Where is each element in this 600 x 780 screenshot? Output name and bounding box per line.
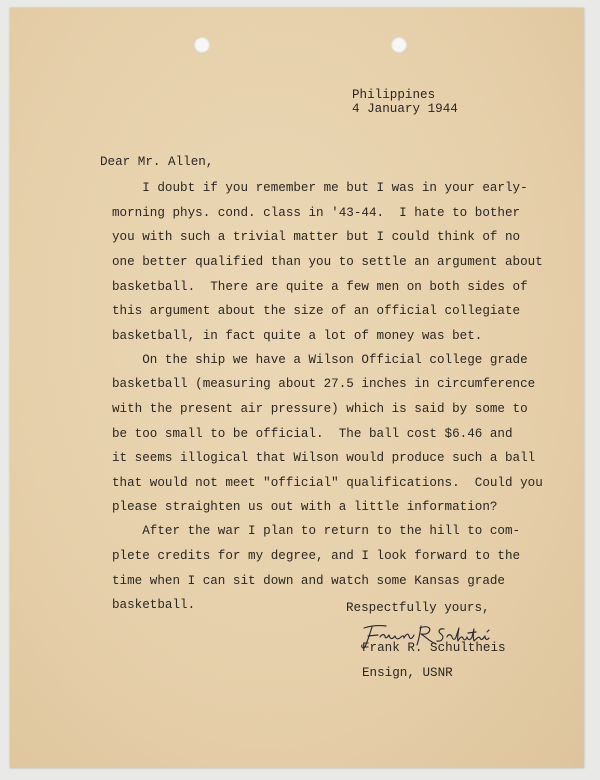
body-line: time when I can sit down and watch some Kansas grade — [112, 574, 505, 588]
body-line: I doubt if you remember me but I was in your early- — [112, 181, 528, 195]
body-line: plete credits for my degree, and I look forward to the — [112, 549, 521, 563]
body-line: this argument about the size of an official collegiate — [112, 304, 521, 318]
body-line: basketball. — [112, 598, 196, 612]
body-line: you with such a trivial matter but I could think of no — [112, 230, 521, 244]
dateline — [352, 88, 458, 116]
body-line: basketball (measuring about 27.5 inches in circumference — [112, 377, 536, 391]
punch-hole-right — [391, 37, 407, 53]
body-line: please straighten us out with a little information? — [112, 500, 498, 514]
body-line: that would not meet "official" qualifications. Could you — [112, 476, 543, 490]
rank: Ensign, USNR — [362, 666, 453, 680]
closing: Respectfully yours, — [346, 601, 490, 615]
date: 4 January 1944 — [352, 102, 458, 116]
body-line: morning phys. cond. class in '43-44. I hate to bother — [112, 206, 521, 220]
body-line: one better qualified than you to settle an argument about — [112, 255, 543, 269]
body-line: basketball. There are quite a few men on both sides of — [112, 280, 528, 294]
body-line: be too small to be official. The ball cost $6.46 and — [112, 427, 513, 441]
typed-name: Frank R. Schultheis — [362, 641, 506, 655]
body-line: basketball, in fact quite a lot of money was bet. — [112, 329, 483, 343]
place: Philippines — [352, 88, 436, 102]
body-line: After the war I plan to return to the hill to com- — [112, 524, 521, 538]
salutation: Dear Mr. Allen, — [100, 155, 214, 169]
punch-hole-left — [194, 37, 210, 53]
body-line: with the present air pressure) which is said by some to — [112, 402, 528, 416]
body-line: it seems illogical that Wilson would produce such a ball — [112, 451, 536, 465]
body-line: On the ship we have a Wilson Official college grade — [112, 353, 528, 367]
